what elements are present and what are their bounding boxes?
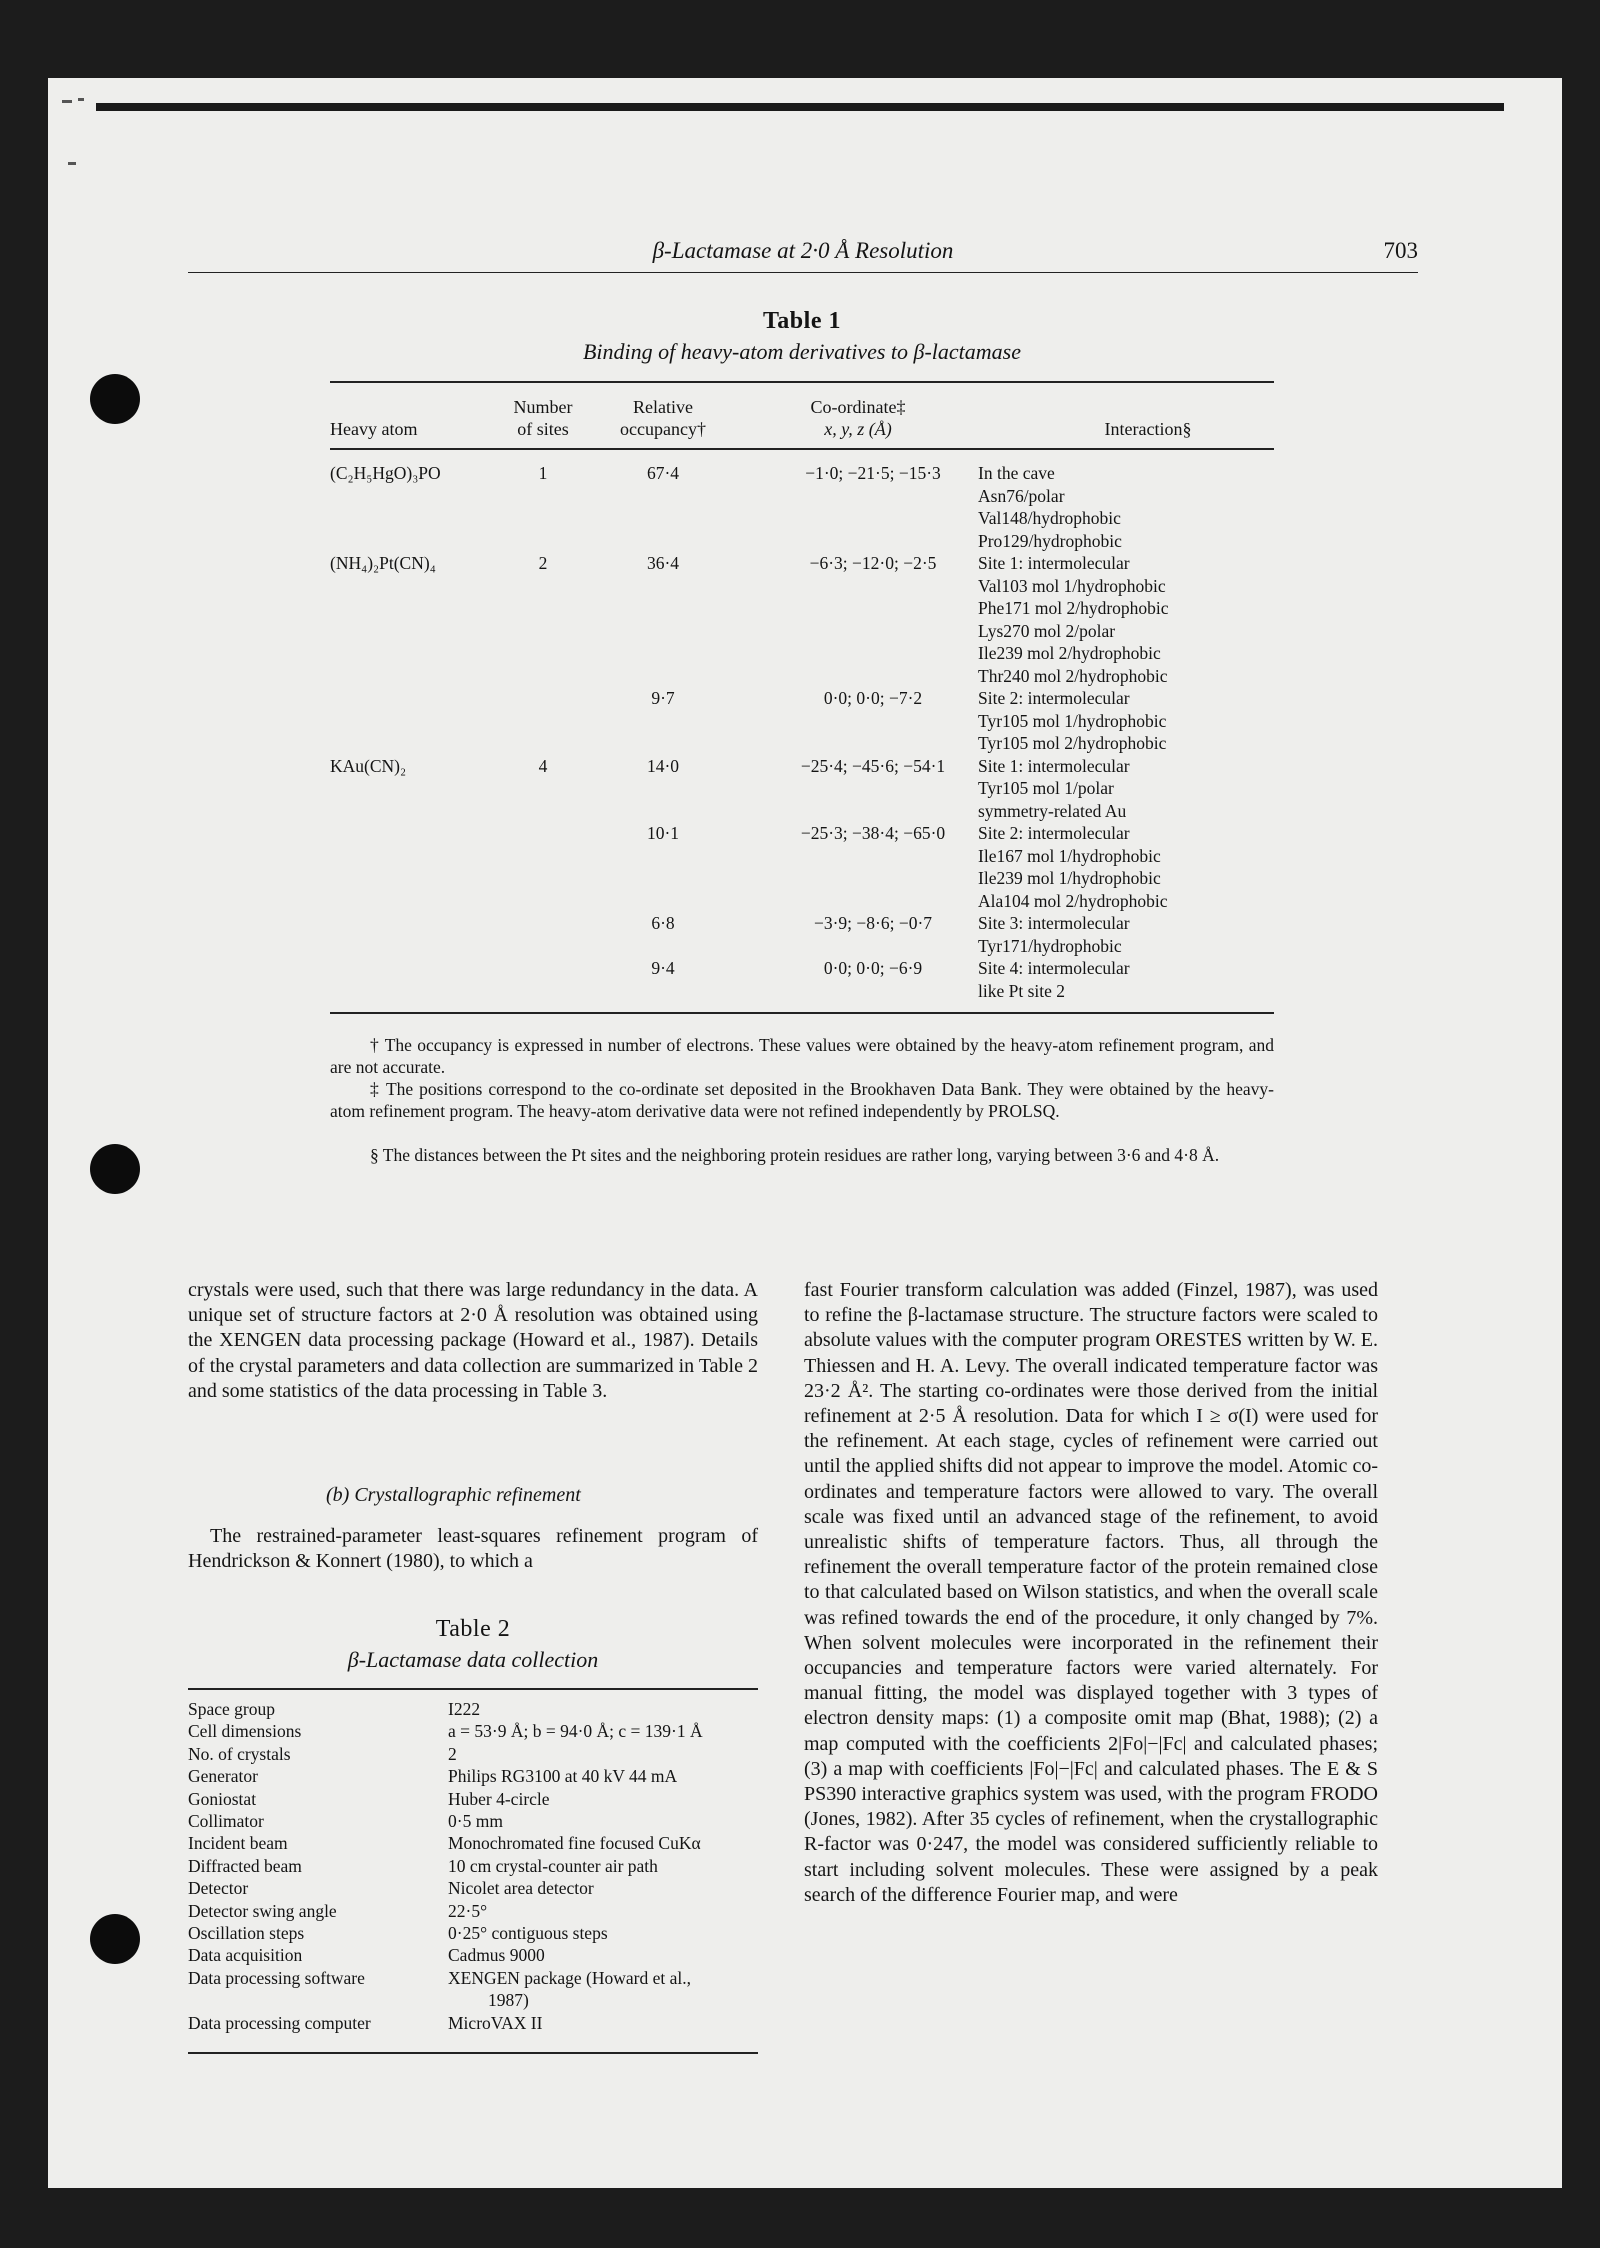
table2-row-value-cont: 1987) xyxy=(488,1990,529,2011)
table2-row-label: Diffracted beam xyxy=(188,1855,302,1876)
table2-row-value: a = 53·9 Å; b = 94·0 Å; c = 139·1 Å xyxy=(448,1721,703,1742)
section-subhead: (b) Crystallographic refinement xyxy=(326,1484,581,1506)
footnote-double-dagger: ‡ The positions correspond to the co-ordinate set deposited in the Brookhaven Data Bank. They were obtained by the heavy-atom refinement program. The heavy-atom derivative data were not refined independently by PROLSQ. xyxy=(330,1079,1274,1121)
interaction-line: Ile239 mol 1/hydrophobic xyxy=(978,868,1161,888)
coordinate-cell: −25·3; −38·4; −65·0 xyxy=(800,823,946,843)
table2-row-value: Nicolet area detector xyxy=(448,1878,594,1899)
occupancy-cell: 67·4 xyxy=(646,463,680,483)
table2-row-label: Goniostat xyxy=(188,1788,257,1809)
table2-row-value: 22·5° xyxy=(448,1900,488,1921)
table2-row-value: 10 cm crystal-counter air path xyxy=(448,1855,658,1876)
punch-hole xyxy=(90,1914,140,1964)
occupancy-cell: 6·8 xyxy=(651,913,675,933)
left-para-1-text: crystals were used, such that there was large redundancy in the data. A unique set of structure factors at 2·0 Å resolution was obtained using the XENGEN data processing package (Howard et al., 1987). Details of the crystal parameters and data collection are summarized in Table 2 and some statistics of the data processing in Table 3. xyxy=(188,1279,758,1402)
header-interaction: Interaction§ xyxy=(1104,419,1192,439)
interaction-line: Site 2: intermolecular xyxy=(978,688,1130,708)
table2-row-label: Data acquisition xyxy=(188,1945,303,1966)
footnote-section: § The distances between the Pt sites and the neighboring protein residues are rather long, varying between 3·6 and 4·8 Å. xyxy=(370,1145,1220,1165)
interaction-line: Site 1: intermolecular xyxy=(978,755,1130,776)
interaction-line: Tyr105 mol 1/polar xyxy=(978,778,1114,798)
table2-row-value: 0·25° contiguous steps xyxy=(448,1923,608,1943)
heavy-atom-pt: (NH₄)₂Pt(CN)₄ xyxy=(330,553,436,573)
header-occ-2: occupancy† xyxy=(620,419,706,439)
interaction-line: Site 2: intermolecular xyxy=(978,823,1130,843)
occupancy-cell: 9·4 xyxy=(651,958,675,978)
right-column-text: fast Fourier transform calculation was added (Finzel, 1987), was used to refine the β-lactamase structure. The structure factors were scaled to absolute values with the computer program ORESTES written by W. E. Thiessen and H. A. Levy. The overall indicated temperature factor was 23·2 Å². The starting co-ordinates were those derived from the initial refinement at 2·5 Å resolution. Data for which I ≥ σ(I) were used for the refinement. At each stage, cycles of refinement were carried out until the applied shifts did not appear to improve the model. Atomic co-ordinates and temperature factors were allowed to vary. The overall scale was fixed until an advanced stage of the refinement, to avoid unrealistic shifts of temperature factors. Thus, all through the refinement the overall temperature factor of the protein remained close to that calculated based on Wilson statistics, and when the overall scale was refined towards the end of the procedure, it only changed by 7%. When solvent molecules were incorporated in the refinement their occupancies and temperature factors were varied alternately. For manual fitting, the model was displayed together with 3 types of electron density maps: (1) a composite omit map (Bhat, 1988); (2) a map computed with the coefficients 2|Fo|−|Fc| and calculated phases; (3) a map with coefficients |Fo|−|Fc| and calculated phases. The E & S PS390 interactive graphics system was used, with the program FRODO (Jones, 1982). After 35 cycles of refinement, when the crystallographic R-factor was 0·247, the model was considered sufficiently reliable to start including solvent molecules. These were assigned by a peak search of the difference Fourier map, and were xyxy=(804,1279,1378,1906)
interaction-line: Tyr171/hydrophobic xyxy=(978,935,1122,956)
interaction-line: Ala104 mol 2/hydrophobic xyxy=(978,890,1168,911)
top-border-bar xyxy=(96,103,1504,111)
table2-row-label: Cell dimensions xyxy=(188,1721,302,1742)
interaction-line: like Pt site 2 xyxy=(978,980,1066,1001)
sites-cell: 1 xyxy=(538,463,548,483)
running-head xyxy=(188,232,1418,273)
footnote-dagger: † The occupancy is expressed in number of electrons. These values were obtained by the heavy-atom refinement program, and are not accurate. xyxy=(330,1035,1274,1077)
table1-title: Binding of heavy-atom derivatives to β-lactamase xyxy=(582,339,1021,364)
header-heavy-atom: Heavy atom xyxy=(330,419,418,439)
table2-top-rule xyxy=(188,1688,758,1690)
header-sites-1: Number xyxy=(513,397,573,417)
table1-head-rule xyxy=(330,448,1274,450)
interaction-line: In the cave xyxy=(978,463,1055,483)
header-occ-1: Relative xyxy=(633,397,693,417)
sites-cell: 4 xyxy=(538,755,548,776)
margin-mark xyxy=(62,100,72,103)
margin-mark xyxy=(68,162,76,165)
table2-bottom-rule xyxy=(188,2052,758,2054)
table2-title: β-Lactamase data collection xyxy=(347,1647,599,1672)
table2-row-label: Data processing software xyxy=(188,1967,365,1988)
table1-top-rule xyxy=(330,381,1274,383)
coordinate-cell: −6·3; −12·0; −2·5 xyxy=(809,553,937,573)
interaction-line: Ile167 mol 1/hydrophobic xyxy=(978,845,1161,866)
left-para-1 xyxy=(188,1278,758,1404)
coordinate-cell: −3·9; −8·6; −0·7 xyxy=(813,913,933,933)
interaction-line: Site 1: intermolecular xyxy=(978,553,1130,573)
table2-row-label: Detector xyxy=(188,1878,249,1899)
header-sites-2: of sites xyxy=(517,419,569,439)
left-para-2 xyxy=(188,1524,758,1574)
table2-row-label: Incident beam xyxy=(188,1833,288,1854)
table2-row-value: Cadmus 9000 xyxy=(448,1945,545,1966)
table2-row-label: Oscillation steps xyxy=(188,1923,305,1943)
table2-row-value: Philips RG3100 at 40 kV 44 mA xyxy=(448,1766,678,1787)
interaction-line: Phe171 mol 2/hydrophobic xyxy=(978,598,1169,618)
occupancy-cell: 14·0 xyxy=(646,755,680,776)
occupancy-cell: 9·7 xyxy=(651,688,675,708)
table2-row-label: Space group xyxy=(188,1699,275,1719)
punch-hole xyxy=(90,1144,140,1194)
header-coord-2: x, y, z (Å) xyxy=(824,419,892,439)
sites-cell: 2 xyxy=(538,553,548,573)
interaction-line: Site 4: intermolecular xyxy=(978,958,1130,978)
coordinate-cell: 0·0; 0·0; −6·9 xyxy=(823,958,923,978)
table1-label: Table 1 xyxy=(763,308,841,334)
table2-row-value: Huber 4-circle xyxy=(448,1788,550,1809)
table2-row-value: 0·5 mm xyxy=(448,1811,503,1831)
table2-row-value: Monochromated fine focused CuKα xyxy=(448,1833,701,1854)
table2-row-label: Generator xyxy=(188,1766,258,1787)
table2-row-label: Data processing computer xyxy=(188,2012,371,2033)
interaction-line: Pro129/hydrophobic xyxy=(978,530,1122,551)
heavy-atom-au: KAu(CN)₂ xyxy=(330,756,407,776)
heavy-atom-hg: (C₂H₅HgO)₃PO xyxy=(330,463,441,483)
table1-bottom-rule xyxy=(330,1012,1274,1014)
page-number: 703 xyxy=(1383,238,1418,263)
table2-row-label: Detector swing angle xyxy=(188,1900,337,1921)
margin-mark xyxy=(78,98,84,101)
interaction-line: Site 3: intermolecular xyxy=(978,913,1130,933)
paper-page xyxy=(48,78,1562,2188)
interaction-line: Ile239 mol 2/hydrophobic xyxy=(978,643,1161,663)
interaction-line: Asn76/polar xyxy=(978,485,1065,506)
coordinate-cell: −25·4; −45·6; −54·1 xyxy=(800,755,946,776)
table2-caption xyxy=(188,1616,758,1673)
interaction-line: Val103 mol 1/hydrophobic xyxy=(978,575,1166,596)
occupancy-cell: 10·1 xyxy=(646,823,680,843)
interaction-line: Lys270 mol 2/polar xyxy=(978,620,1116,641)
table2-row-value: 2 xyxy=(448,1743,457,1764)
running-title: β-Lactamase at 2·0 Å Resolution xyxy=(652,238,954,263)
coordinate-cell: 0·0; 0·0; −7·2 xyxy=(823,688,923,708)
interaction-line: Val148/hydrophobic xyxy=(978,508,1121,528)
table2-row-value: XENGEN package (Howard et al., xyxy=(448,1967,691,1988)
interaction-line: Thr240 mol 2/hydrophobic xyxy=(978,665,1168,686)
occupancy-cell: 36·4 xyxy=(646,553,680,573)
table2-label: Table 2 xyxy=(435,1616,511,1642)
right-column xyxy=(804,1278,1378,1908)
interaction-line: Tyr105 mol 1/hydrophobic xyxy=(978,710,1167,731)
interaction-line: symmetry-related Au xyxy=(978,800,1127,821)
interaction-line: Tyr105 mol 2/hydrophobic xyxy=(978,733,1167,753)
table2-row-label: No. of crystals xyxy=(188,1743,291,1764)
coordinate-cell: −1·0; −21·5; −15·3 xyxy=(805,463,941,483)
left-para-2-text: The restrained-parameter least-squares refinement program of Hendrickson & Konnert (1980), to which a xyxy=(188,1525,758,1573)
header-coord-1: Co-ordinate‡ xyxy=(810,397,906,417)
table2-row-value: MicroVAX II xyxy=(448,2012,543,2033)
punch-hole xyxy=(90,374,140,424)
table1-caption xyxy=(330,308,1274,365)
table2-row-value: I222 xyxy=(448,1699,481,1719)
table2-row-label: Collimator xyxy=(188,1811,264,1831)
